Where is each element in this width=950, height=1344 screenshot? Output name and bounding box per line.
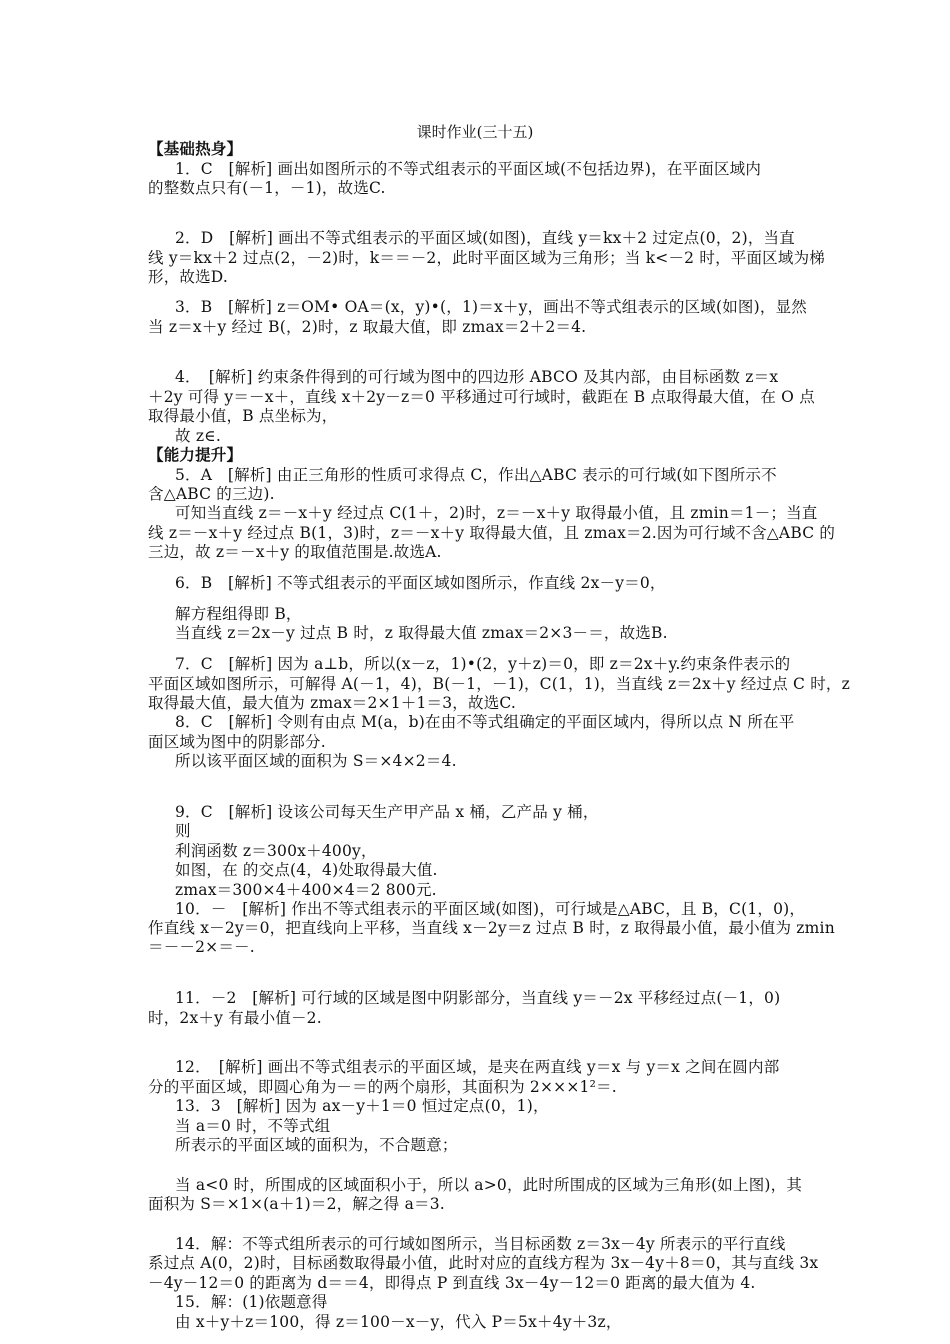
- answer-line: 三边，故 z＝－x＋y 的取值范围是.故选A.: [148, 543, 442, 561]
- answer-line: 形，故选D.: [148, 268, 229, 286]
- answer-line: 的整数点只有(－1，－1)，故选C.: [148, 179, 386, 197]
- answer-line: 4． [解析] 约束条件得到的可行域为图中的四边形 ABCO 及其内部，由目标函数 z＝x: [175, 368, 779, 386]
- answer-line: ＋2y 可得 y＝－x＋，直线 x＋2y－z＝0 平移通过可行域时，截距在 B 点取得最大值，在 O 点: [148, 388, 815, 406]
- answer-line: 9．C [解析] 设该公司每天生产甲产品 x 桶，乙产品 y 桶，: [175, 803, 599, 821]
- answer-line: 10．－ [解析] 作出不等式组表示的平面区域(如图)，可行域是△ABC，且 B，C(1，0)，: [175, 900, 806, 918]
- answer-line: 故 z∈.: [175, 427, 221, 445]
- answer-line: 取得最小值，B 点坐标为，: [148, 407, 338, 425]
- answer-line: 线 z＝－x＋y 经过点 B(1，3)时，z＝－x＋y 取得最大值，且 zmax＝2.因为可行域不含△ABC 的: [148, 524, 836, 542]
- answer-line: 15．解：(1)依题意得: [175, 1293, 328, 1311]
- answer-line: 当 z＝x＋y 经过 B(，2)时，z 取最大值，即 zmax＝2＋2＝4.: [148, 318, 587, 336]
- answer-line: 13．3 [解析] 因为 ax－y＋1＝0 恒过定点(0，1)，: [175, 1097, 549, 1115]
- answer-line: 如图，在 的交点(4，4)处取得最大值.: [175, 861, 438, 879]
- answer-line: 1．C [解析] 画出如图所示的不等式组表示的平面区域(不包括边界)，在平面区域内: [175, 160, 762, 178]
- answer-line: －4y－12＝0 的距离为 d＝＝4，即得点 P 到直线 3x－4y－12＝0 距离的最大值为 4.: [148, 1274, 756, 1292]
- answer-line: 面区域为图中的阴影部分.: [148, 733, 326, 751]
- answer-line: 2．D [解析] 画出不等式组表示的平面区域(如图)，直线 y＝kx＋2 过定点(0，2)，当直: [175, 229, 795, 247]
- answer-line: 8．C [解析] 令则有由点 M(a，b)在由不等式组确定的平面区域内，得所以点 N 所在平: [175, 713, 795, 731]
- answer-line: 由 x＋y＋z＝100，得 z＝100－x－y，代入 P＝5x＋4y＋3z，: [175, 1313, 622, 1331]
- section-heading-basics: 【基础热身】: [148, 139, 243, 158]
- answer-line: 当直线 z＝2x－y 过点 B 时，z 取得最大值 zmax＝2×3－＝，故选B.: [175, 624, 668, 642]
- answer-line: 12． [解析] 画出不等式组表示的平面区域，是夹在两直线 y＝x 与 y＝x 之间在圆内部: [175, 1058, 780, 1076]
- answer-line: 3．B [解析] z＝OM• OA＝(x，y)•(，1)＝x＋y，画出不等式组表示的区域(如图)，显然: [175, 298, 807, 316]
- answer-line: 所以该平面区域的面积为 S＝×4×2＝4.: [175, 752, 457, 770]
- answer-line: 5．A [解析] 由正三角形的性质可求得点 C，作出△ABC 表示的可行域(如下图所示不: [175, 466, 777, 484]
- answer-line: 利润函数 z＝300x＋400y，: [175, 842, 377, 860]
- answer-line: 作直线 x－2y＝0，把直线向上平移，当直线 x－2y＝z 过点 B 时，z 取得最小值，最小值为 zmin: [148, 919, 835, 937]
- answer-line: 解方程组得即 B，: [175, 605, 302, 623]
- answer-line: 14．解：不等式组所表示的可行域如图所示，当目标函数 z＝3x－4y 所表示的平行直线: [175, 1235, 786, 1253]
- answer-line: 面积为 S＝×1×(a＋1)＝2，解之得 a＝3.: [148, 1195, 445, 1213]
- section-heading-ability: 【能力提升】: [148, 445, 243, 464]
- answer-line: 线 y＝kx＋2 过点(2，－2)时，k＝＝－2，此时平面区域为三角形；当 k<－2 时，平面区域为梯: [148, 249, 825, 267]
- answer-line: 所表示的平面区域的面积为，不合题意；: [175, 1136, 458, 1154]
- answer-line: 分的平面区域，即圆心角为－＝的两个扇形，其面积为 2×××1²＝.: [148, 1078, 617, 1096]
- answer-line: 时，2x＋y 有最小值－2.: [148, 1009, 322, 1027]
- answer-line: 当 a＝0 时，不等式组: [175, 1117, 331, 1135]
- answer-line: 含△ABC 的三边).: [148, 485, 275, 503]
- answer-line: 平面区域如图所示，可解得 A(－1，4)，B(－1，－1)，C(1，1)，当直线 z＝2x＋y 经过点 C 时，z: [148, 675, 850, 693]
- answer-line: 6．B [解析] 不等式组表示的平面区域如图所示，作直线 2x－y＝0，: [175, 574, 666, 592]
- answer-line: 可知当直线 z＝－x＋y 经过点 C(1＋，2)时，z＝－x＋y 取得最小值，且 zmin＝1－；当直: [175, 504, 818, 522]
- answer-line: 7．C [解析] 因为 a⊥b，所以(x－z，1)•(2，y＋z)＝0，即 z＝2x＋y.约束条件表示的: [175, 655, 791, 673]
- answer-line: 11．－2 [解析] 可行域的区域是图中阴影部分，当直线 y＝－2x 平移经过点(－1，0): [175, 989, 781, 1007]
- answer-line: 则: [175, 822, 191, 840]
- answer-line: 取得最大值，最大值为 zmax＝2×1＋1＝3，故选C.: [148, 694, 517, 712]
- answer-line: zmax＝300×4＋400×4＝2 800元.: [175, 881, 437, 899]
- page-title: 课时作业(三十五): [416, 123, 534, 141]
- answer-line: 系过点 A(0，2)时，目标函数取得最小值，此时对应的直线方程为 3x－4y＋8＝0，其与直线 3x: [148, 1254, 819, 1272]
- answer-line: ＝－－2×＝－.: [148, 938, 255, 956]
- answer-line: 当 a<0 时，所围成的区域面积小于，所以 a>0，此时所围成的区域为三角形(如上图)，其: [175, 1176, 803, 1194]
